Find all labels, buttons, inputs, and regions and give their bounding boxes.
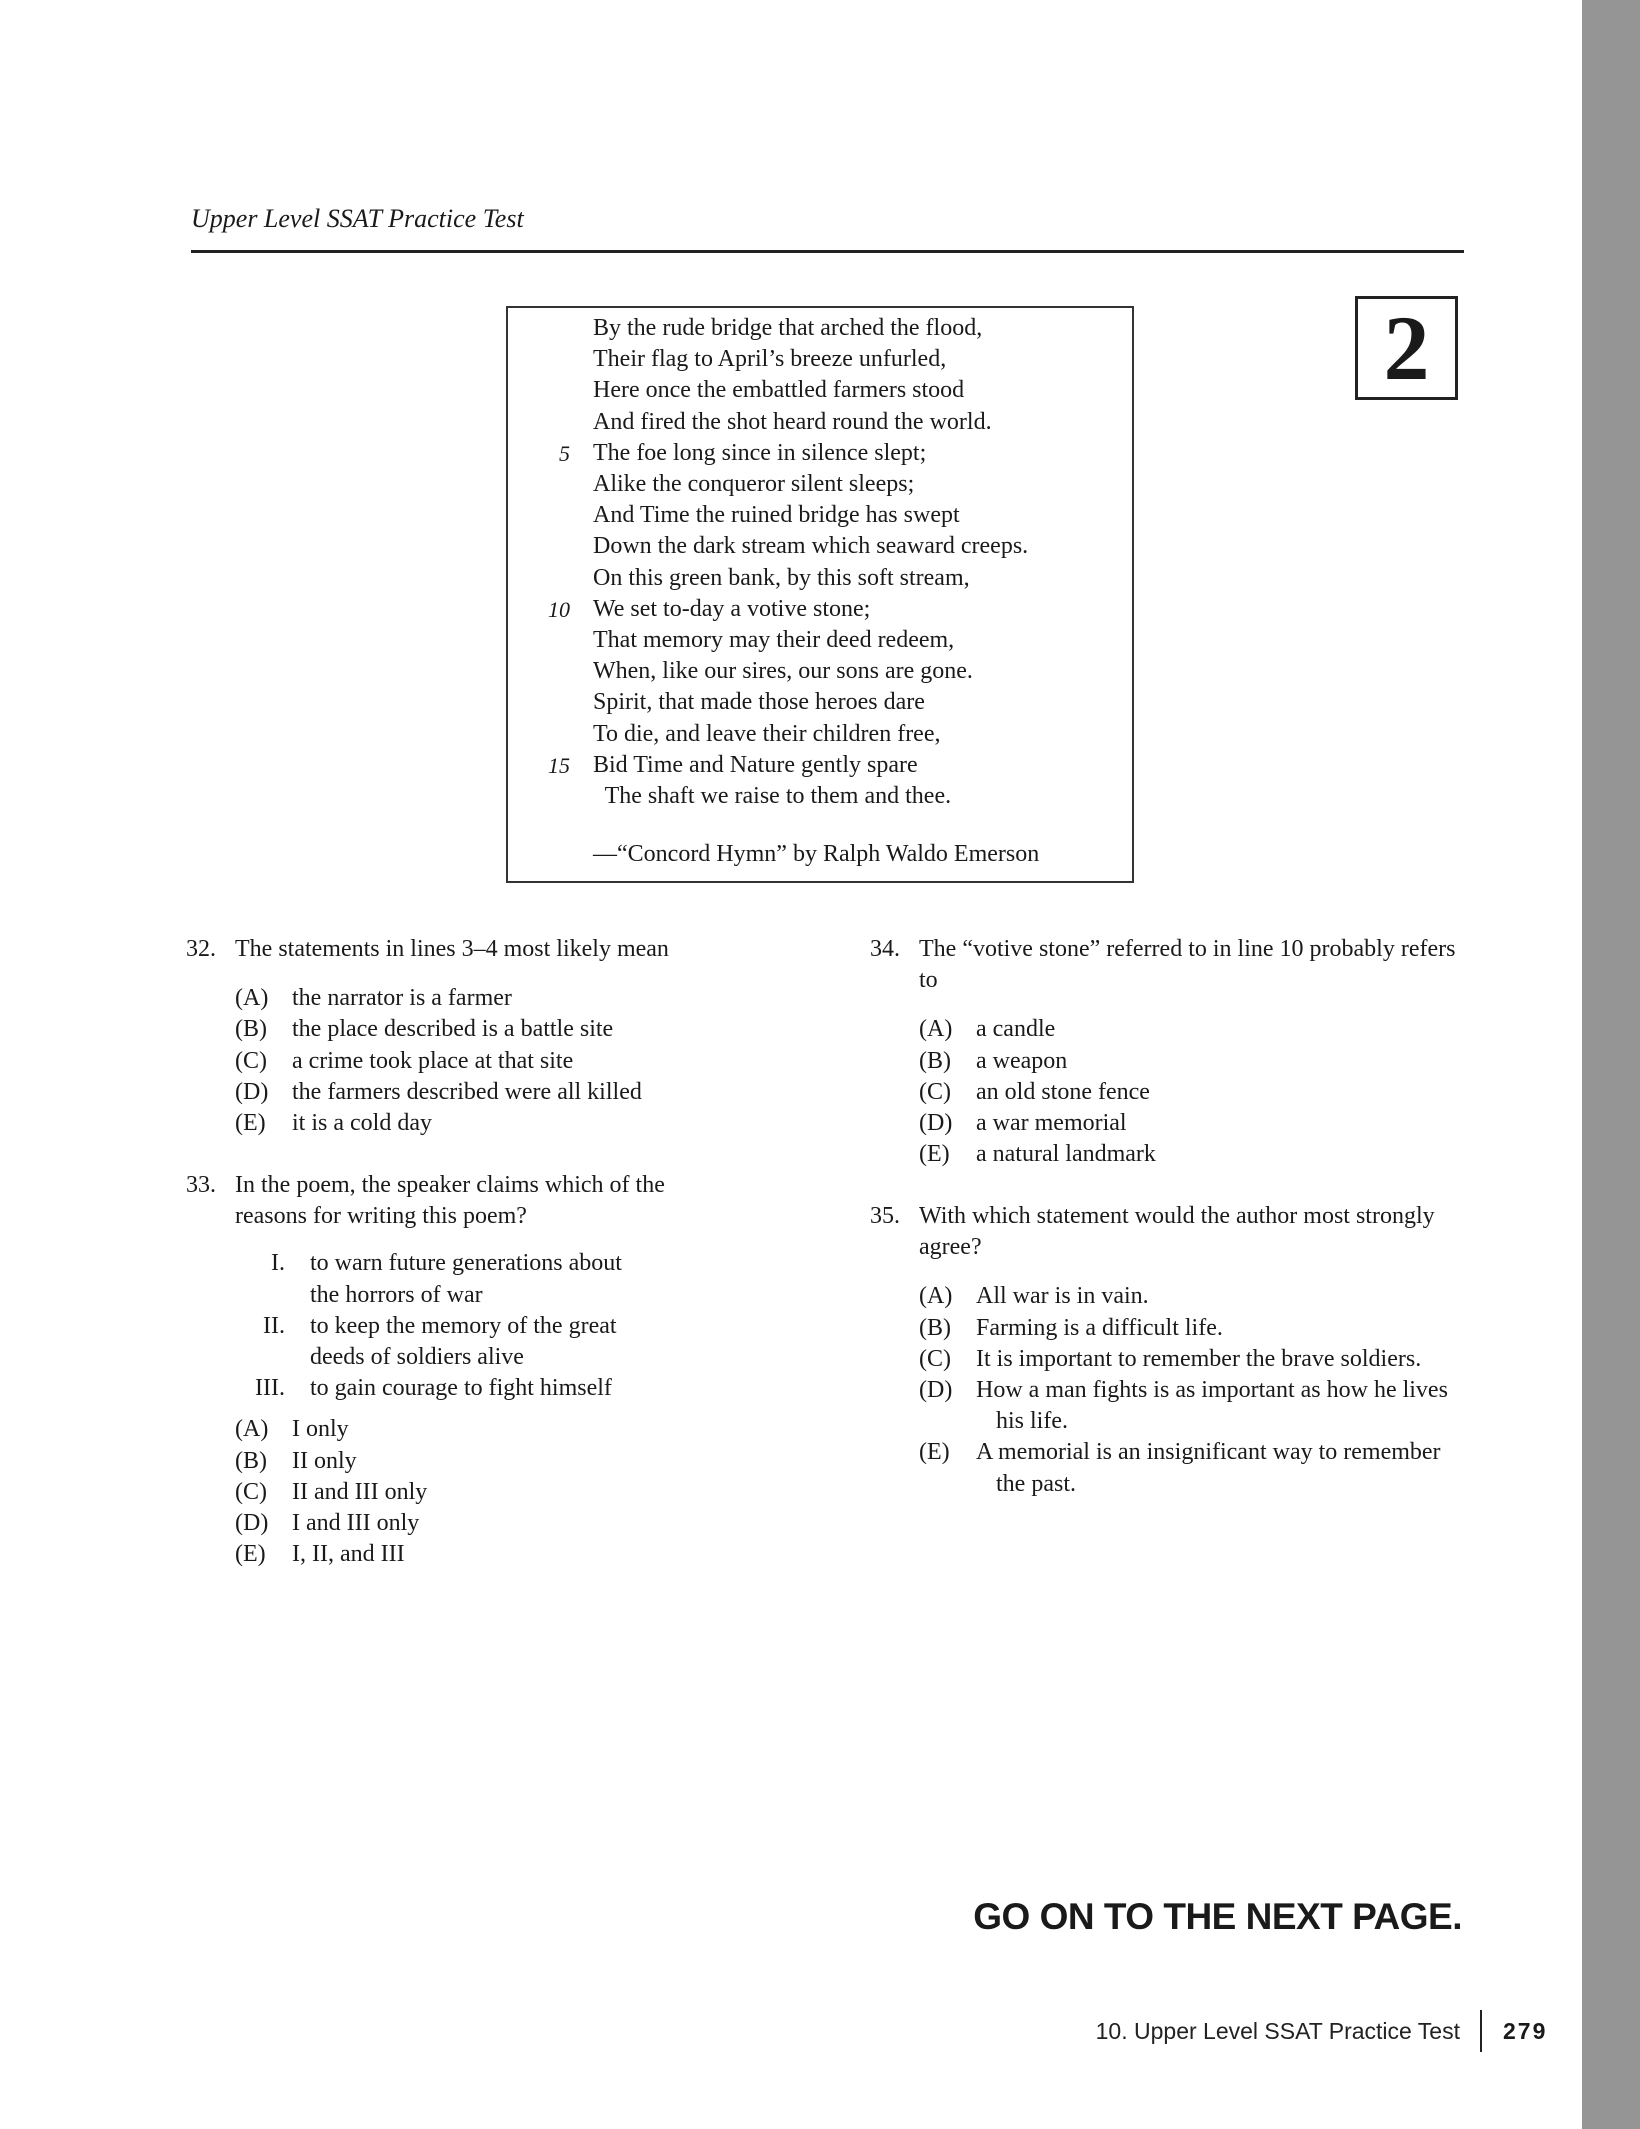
poem-line: By the rude bridge that arched the flood, [593,315,983,341]
poem-line: That memory may their deed redeem, [593,627,955,653]
question-33 [186,1170,776,1570]
poem-line: To die, and leave their children free, [593,720,941,747]
answer-option[interactable] [235,1046,776,1077]
answer-option[interactable] [235,1508,776,1539]
line-number: 5 [559,440,570,466]
option-text: a candle [976,1016,1056,1043]
answer-option[interactable] [235,1446,776,1477]
question-stem-row [186,934,776,965]
roman-numeral: II. [263,1312,285,1339]
poem-line: We set to-day a votive stone; [593,595,871,622]
answer-option[interactable] [919,1108,1470,1139]
answer-option[interactable] [235,1108,776,1139]
option-text: How a man fights is as important as how he lives his life. [976,1377,1448,1435]
question-stem-row [186,1170,776,1232]
answer-options [186,1414,776,1570]
answer-option[interactable] [235,1014,776,1045]
option-letter: (A) [919,1016,953,1043]
option-text: the farmers described were all killed [292,1078,642,1105]
answer-options [870,1014,1470,1170]
question-stem: With which statement would the author most strongly agree? [919,1203,1435,1261]
option-text: the place described is a battle site [292,1016,614,1043]
answer-option[interactable] [919,1281,1470,1312]
answer-option[interactable] [919,1139,1470,1170]
question-stem-row [870,934,1470,996]
line-number: 15 [548,752,570,778]
roman-text: to gain courage to fight himself [310,1375,612,1402]
answer-option[interactable] [235,1414,776,1445]
poem-line: Here once the embattled farmers stood [593,377,965,404]
answer-option[interactable] [919,1077,1470,1108]
footer-divider [1480,2010,1482,2052]
option-text: I and III only [292,1510,420,1537]
header-rule [191,250,1464,253]
option-text: a natural landmark [976,1141,1156,1168]
running-header: Upper Level SSAT Practice Test [191,204,524,233]
option-letter: (D) [919,1377,953,1404]
answer-options [186,983,776,1139]
line-number: 10 [548,596,570,622]
option-letter: (E) [235,1110,266,1137]
option-text: a weapon [976,1047,1068,1074]
question-number: 33. [186,1172,216,1198]
section-number: 2 [1355,296,1458,400]
option-letter: (C) [235,1478,267,1505]
option-text: it is a cold day [292,1110,432,1137]
option-letter: (E) [919,1439,950,1466]
answer-option[interactable] [919,1375,1470,1437]
option-letter: (C) [919,1078,951,1105]
poem-line: On this green bank, by this soft stream, [593,564,970,591]
roman-text: to keep the memory of the great deeds of soldiers alive [310,1312,617,1371]
option-letter: (A) [235,985,269,1012]
option-text: I only [292,1416,349,1443]
question-number: 34. [870,936,900,962]
question-stem-row [870,1201,1470,1263]
question-stem: In the poem, the speaker claims which of the reasons for writing this poem? [235,1172,665,1230]
option-text: a war memorial [976,1110,1127,1137]
go-on-notice: GO ON TO THE NEXT PAGE. [973,1896,1462,1937]
option-letter: (A) [235,1416,269,1443]
option-letter: (C) [235,1047,267,1074]
option-letter: (B) [235,1447,267,1474]
answer-option[interactable] [235,1077,776,1108]
question-35 [870,1201,1470,1500]
question-stem: The “votive stone” referred to in line 10 probably refers to [919,936,1456,994]
answer-options [870,1281,1470,1499]
answer-option[interactable] [235,1477,776,1508]
poem-line: And Time the ruined bridge has swept [593,502,960,529]
option-letter: (B) [235,1016,267,1043]
roman-numeral: III. [255,1375,285,1402]
option-text: II and III only [292,1478,428,1505]
poem-line: The shaft we raise to them and thee. [593,783,952,809]
answer-option[interactable] [919,1046,1470,1077]
question-32 [186,934,776,1139]
option-text: Farming is a difficult life. [976,1314,1223,1341]
poem-line: Their flag to April’s breeze unfurled, [593,346,947,373]
answer-option[interactable] [919,1014,1470,1045]
poem-line: When, like our sires, our sons are gone. [593,658,973,685]
option-letter: (E) [235,1541,266,1568]
option-text: It is important to remember the brave soldiers. [976,1345,1422,1372]
option-letter: (B) [919,1314,951,1341]
option-text: a crime took place at that site [292,1047,574,1074]
poem-attribution: —“Concord Hymn” by Ralph Waldo Emerson [593,841,1040,867]
option-letter: (A) [919,1283,953,1310]
option-letter: (D) [235,1510,269,1537]
option-letter: (E) [919,1141,950,1168]
option-text: an old stone fence [976,1078,1150,1105]
poem-line: Spirit, that made those heroes dare [593,689,925,716]
poem-line: Alike the conqueror silent sleeps; [593,471,915,497]
roman-list [186,1248,776,1404]
answer-option[interactable] [919,1344,1470,1375]
option-letter: (C) [919,1345,951,1372]
roman-text: to warn future generations about the horrors of war [310,1250,622,1308]
poem-line: Bid Time and Nature gently spare [593,751,918,778]
footer-chapter: 10. Upper Level SSAT Practice Test [1095,2018,1460,2044]
option-text: the narrator is a farmer [292,985,512,1012]
question-stem: The statements in lines 3–4 most likely mean [235,936,669,962]
poem-line: And fired the shot heard round the world. [593,408,992,435]
answer-option[interactable] [919,1437,1470,1499]
option-letter: (D) [919,1110,953,1137]
question-number: 32. [186,936,216,962]
answer-option[interactable] [919,1313,1470,1344]
option-letter: (B) [919,1047,951,1074]
option-text: I, II, and III [292,1541,405,1568]
option-text: II only [292,1447,357,1474]
roman-item [235,1248,776,1310]
option-text: A memorial is an insignificant way to remember the past. [976,1439,1441,1497]
page-edge-tab [1582,0,1640,2129]
page-number: 279 [1503,2018,1548,2044]
roman-item [235,1373,776,1404]
answer-option[interactable] [235,983,776,1014]
option-letter: (D) [235,1078,269,1105]
poem-line: Down the dark stream which seaward creeps. [593,533,1029,560]
question-number: 35. [870,1203,900,1229]
option-text: All war is in vain. [976,1283,1149,1310]
poem-line: The foe long since in silence slept; [593,439,927,466]
roman-item [235,1311,776,1373]
answer-option[interactable] [235,1539,776,1570]
roman-numeral: I. [271,1250,285,1277]
question-34 [870,934,1470,1170]
